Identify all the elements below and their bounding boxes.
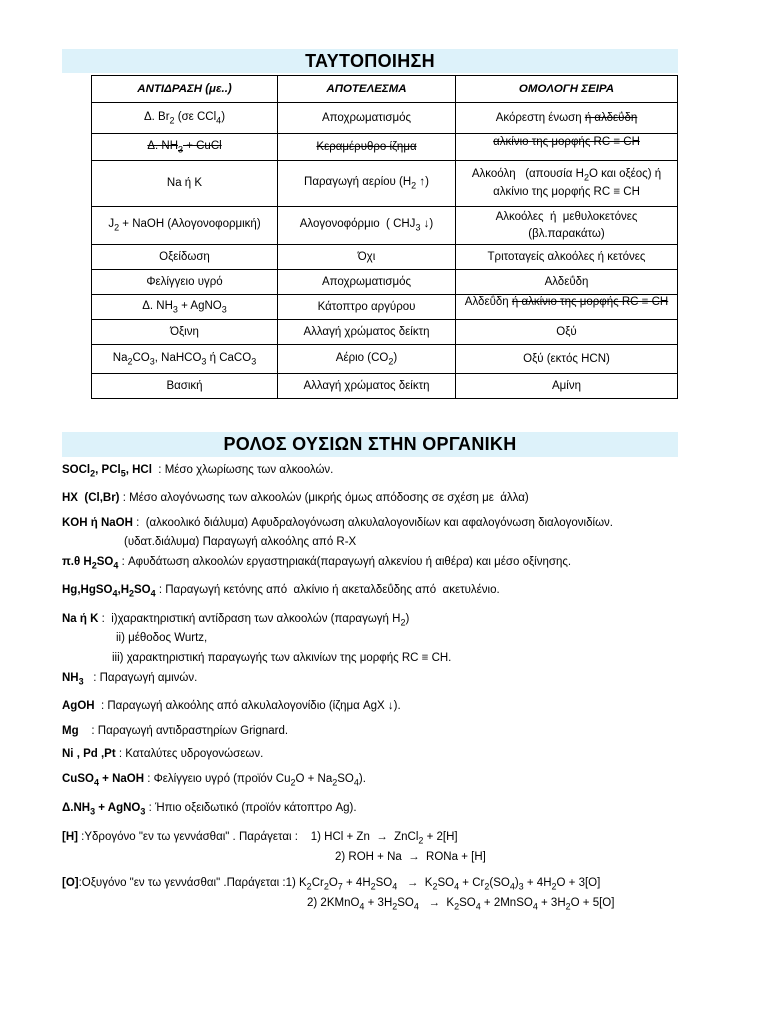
role-line: AgOH : Παραγωγή αλκοόλης από αλκυλαλογονίδιο (ίζημα AgX ↓). [62, 700, 401, 712]
table-row [92, 103, 678, 134]
series-cell: Ακόρεστη ένωση ή αλδεΰδη [456, 103, 678, 134]
series-cell: Οξύ [456, 320, 678, 345]
result-cell: Αποχρωματισμός [278, 103, 456, 134]
reaction-cell: Φελίγγειο υγρό [92, 270, 278, 295]
reaction-cell: Βασική [92, 374, 278, 399]
reaction-cell: Όξινη [92, 320, 278, 345]
result-cell: Αλογονοφόρμιο ( $CHJ_3$ ↓) [278, 207, 456, 245]
table-row [92, 270, 678, 295]
series-cell: Οξύ (εκτός HCN) [456, 345, 678, 374]
series-cell: Αλκοόλη (απουσία $H_2O$ και οξέος) ή αλκίνιο της μορφής RC ≡ CH [456, 161, 678, 207]
role-line: $Hg,HgSO_4,H_2SO_4$ : Παραγωγή κετόνης από αλκίνιο ή ακεταλδεΰδης από ακετυλένιο. [62, 584, 500, 599]
series-cell: αλκίνιο της μορφής RC ≡ CH [456, 134, 678, 161]
role-line: CuSO$_4$ + NaOH : Φελίγγειο υγρό (προϊόν $Cu_2O + Na_2SO_4$). [62, 773, 366, 788]
role-line: SOCl$_2$, PCl$_5$, HCl : Μέσο χλωρίωσης των αλκοολών. [62, 464, 334, 479]
role-line: iii) χαρακτηριστική παραγωγής των αλκινίων της μορφής RC ≡ CH. [112, 652, 452, 664]
role-line: 2) ROH + Na → RONa + [H] [335, 851, 486, 863]
table-row [92, 320, 678, 345]
role-line: $NH_3$ : Παραγωγή αμινών. [62, 672, 198, 687]
table-header-row [92, 76, 678, 103]
role-line: [O]:Οξυγόνο "εν τω γεννάσθαι" .Παράγεται :1) $K_2Cr_2O_7 + 4H_2SO_4 \to K_2SO_4 + Cr_2(SO_4)_3 + 4H_2O + 3[O]$ [62, 877, 601, 892]
identification-table [91, 75, 678, 399]
role-line: Mg : Παραγωγή αντιδραστηρίων Grignard. [62, 725, 289, 737]
series-cell: Αλκοόλες ή μεθυλοκετόνες (βλ.παρακάτω) [456, 207, 678, 245]
reaction-cell: Οξείδωση [92, 245, 278, 270]
header-homologous-series: ΟΜΟΛΟΓΗ ΣΕΙΡΑ [456, 76, 678, 103]
reaction-cell: $Na_2CO_3$, NaHCO$_3$ ή CaCO$_3$ [92, 345, 278, 374]
table-row [92, 374, 678, 399]
table-row [92, 295, 678, 320]
result-cell: Αλλαγή χρώματος δείκτη [278, 374, 456, 399]
result-cell: Κεραμέρυθρο ίζημα [278, 134, 456, 161]
role-line: $\Delta.NH_3$ + AgNO$_3$ : Ήπιο οξειδωτικό (προϊόν κάτοπτρο Ag). [62, 802, 357, 817]
reaction-cell: Δ. $NH_3$ + CuCl [92, 134, 278, 161]
role-line: ii) μέθοδος Wurtz, [116, 632, 208, 644]
table-row [92, 161, 678, 207]
reaction-cell: Δ. $Br_2$ (σε CCl$_4$) [92, 103, 278, 134]
role-line: (υδατ.διάλυμα) Παραγωγή αλκοόλης από R-X [124, 536, 357, 548]
role-line: [H] :Υδρογόνο "εν τω γεννάσθαι" . Παράγεται : 1) HCl + Zn → ZnCl$_2$ + 2[H] [62, 831, 458, 846]
role-line: KOH ή NaOH : (αλκοολικό διάλυμα) Αφυδραλογόνωση αλκυλαλογονιδίων και αφαλογόνωση διαλογονιδίων. [62, 517, 613, 529]
table-row [92, 245, 678, 270]
table-row [92, 134, 678, 161]
header-result: ΑΠΟΤΕΛΕΣΜΑ [278, 76, 456, 103]
result-cell: Αέριο $(CO_2)$ [278, 345, 456, 374]
result-cell: Όχι [278, 245, 456, 270]
header-reaction: ΑΝΤΙΔΡΑΣΗ (με..) [92, 76, 278, 103]
role-line: Na ή K : i)χαρακτηριστική αντίδραση των αλκοολών (παραγωγή $H_2$) [62, 613, 410, 628]
role-line: HX (Cl,Br) : Μέσο αλογόνωσης των αλκοολών (μικρής όμως απόδοσης σε σχέση με άλλα) [62, 492, 529, 504]
reaction-cell: $J_2$ + NaOH (Αλογονοφορμική) [92, 207, 278, 245]
series-cell: Τριτοταγείς αλκοόλες ή κετόνες [456, 245, 678, 270]
role-line: Ni , Pd ,Pt : Καταλύτες υδρογονώσεων. [62, 748, 264, 760]
series-cell: Αμίνη [456, 374, 678, 399]
table-row [92, 345, 678, 374]
result-cell: Αλλαγή χρώματος δείκτη [278, 320, 456, 345]
role-line: π.θ $H_2SO_4$ : Αφυδάτωση αλκοολών εργαστηριακά(παραγωγή αλκενίου ή αιθέρα) και μέσο οξίνησης. [62, 556, 572, 571]
table-row [92, 207, 678, 245]
section-title-identification: ΤΑΥΤΟΠΟΙΗΣΗ [62, 49, 678, 73]
result-cell: Αποχρωματισμός [278, 270, 456, 295]
reaction-cell: Δ. $NH_3$ + AgNO$_3$ [92, 295, 278, 320]
result-cell: Κάτοπτρο αργύρου [278, 295, 456, 320]
series-cell: Αλδεΰδη ή αλκίνιο της μορφής RC ≡ CH [456, 295, 678, 320]
role-line: 2) 2KMnO$_4$ + $3H_2SO_4 \to K_2SO_4$ + 2MnSO$_4$ + $3H_2O + 5[O]$ [307, 897, 615, 912]
section-title-substance-roles: ΡΟΛΟΣ ΟΥΣΙΩΝ ΣΤΗΝ ΟΡΓΑΝΙΚΗ [62, 432, 678, 457]
series-cell: Αλδεΰδη [456, 270, 678, 295]
result-cell: Παραγωγή αερίου ($H_2$ ↑) [278, 161, 456, 207]
reaction-cell: Na ή K [92, 161, 278, 207]
